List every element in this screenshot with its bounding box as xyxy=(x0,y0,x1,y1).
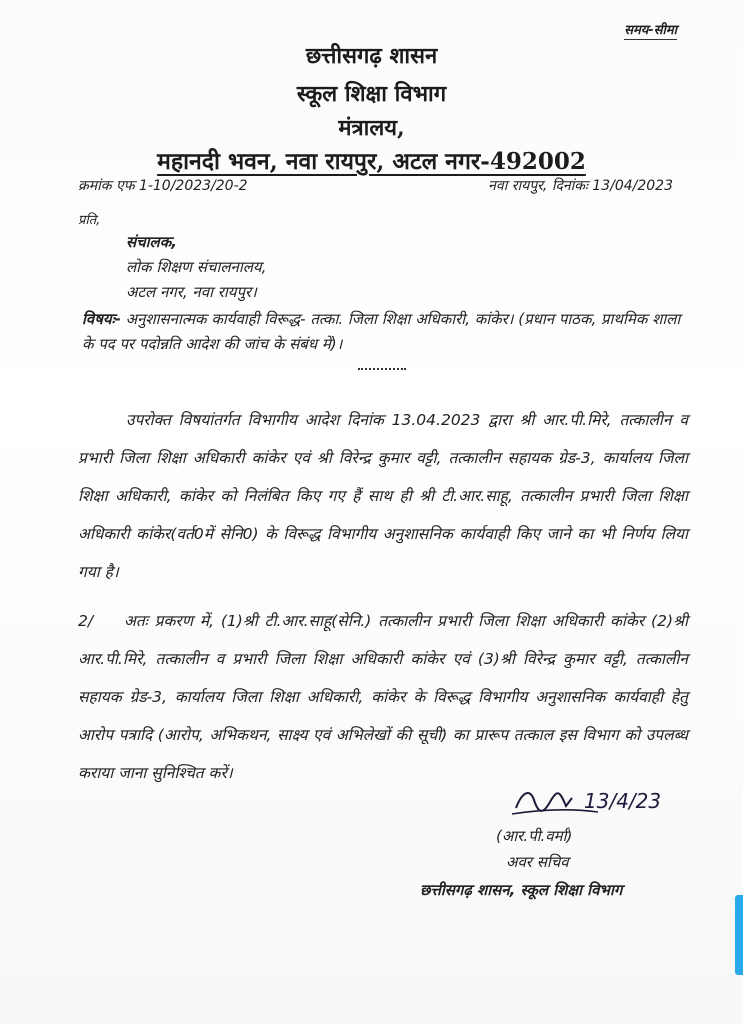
edge-tab xyxy=(735,895,743,975)
subject-divider xyxy=(358,368,406,370)
recipient-line-1: संचालक, xyxy=(126,233,177,251)
signatory-designation: अवर सचिव xyxy=(506,853,569,871)
reference-number: क्रमांक एफ 1-10/2023/20-2 xyxy=(78,178,248,194)
recipient-line-3: अटल नगर, नवा रायपुर। xyxy=(126,283,257,301)
header-department: स्कूल शिक्षा विभाग xyxy=(296,81,447,107)
recipient-to: प्रति, xyxy=(78,213,101,228)
header-address: महानदी भवन, नवा रायपुर, अटल नगर-492002 xyxy=(157,148,586,175)
recipient-line-2: लोक शिक्षण संचालनालय, xyxy=(126,258,267,276)
subject-block xyxy=(82,307,682,357)
paragraph-number: 2/ xyxy=(78,612,94,630)
subject-label: विषयः- xyxy=(82,310,121,328)
signatory-name: (आर.पी.वर्मा) xyxy=(496,827,573,845)
subject-text: अनुशासनात्मक कार्यवाही विरूद्ध- तत्का. जिला शिक्षा अधिकारी, कांकेर। (प्रधान पाठक, प्राथमिक शाला के पद पर पदोन्नति आदेश की जांच के संबंध में)। xyxy=(82,310,681,353)
paragraph-2-text: अतः प्रकरण में, (1)श्री टी.आर.साहू(सेनि.) तत्कालीन प्रभारी जिला शिक्षा अधिकारी कांकेर (2)श्री आर.पी.मिरे, तत्कालीन व प्रभारी जिला शिक्षा अधिकारी कांकेर एवं (3)श्री विरेन्द्र कुमार वट्टी, तत्कालीन सहायक ग्रेड-3, कार्यालय जिला शिक्षा अधिकारी, कांकेर के विरूद्ध विभागीय अनुशासनिक कार्यवाही हेतु आरोप पत्रादि (आरोप, अभिकथन, साक्ष्य एवं अभिलेखों की सूची) का प्रारूप तत्काल इस विभाग को उपलब्ध कराया जाना सुनिश्चित करें। xyxy=(78,612,688,782)
signature-date: 13/4/23 xyxy=(584,789,662,813)
header-government: छत्तीसगढ़ शासन xyxy=(305,43,438,69)
signatory-department: छत्तीसगढ़ शासन, स्कूल शिक्षा विभाग xyxy=(420,881,623,899)
letter-date: नवा रायपुर, दिनांकः 13/04/2023 xyxy=(488,178,673,194)
header-ministry: मंत्रालय, xyxy=(338,115,405,141)
body-paragraph-1: उपरोक्त विषयांतर्गत विभागीय आदेश दिनांक 13.04.2023 द्वारा श्री आर.पी.मिरे, तत्कालीन व प्रभारी जिला शिक्षा अधिकारी कांकेर एवं श्री विरेन्द्र कुमार वट्टी, तत्कालीन सहायक ग्रेड-3, कार्यालय जिला शिक्षा अधिकारी, कांकेर को निलंबित किए गए हैं साथ ही श्री टी.आर.साहू, तत्कालीन प्रभारी जिला शिक्षा अधिकारी कांकेर(वर्त0में सेनि0) के विरूद्ध विभागीय अनुशासनिक कार्यवाही किए जाने का भी निर्णय लिया गया है। xyxy=(78,411,688,581)
time-limit-tag: समय-सीमा xyxy=(624,20,677,40)
body-paragraph-2 xyxy=(78,602,688,792)
handwritten-signature xyxy=(508,778,668,826)
